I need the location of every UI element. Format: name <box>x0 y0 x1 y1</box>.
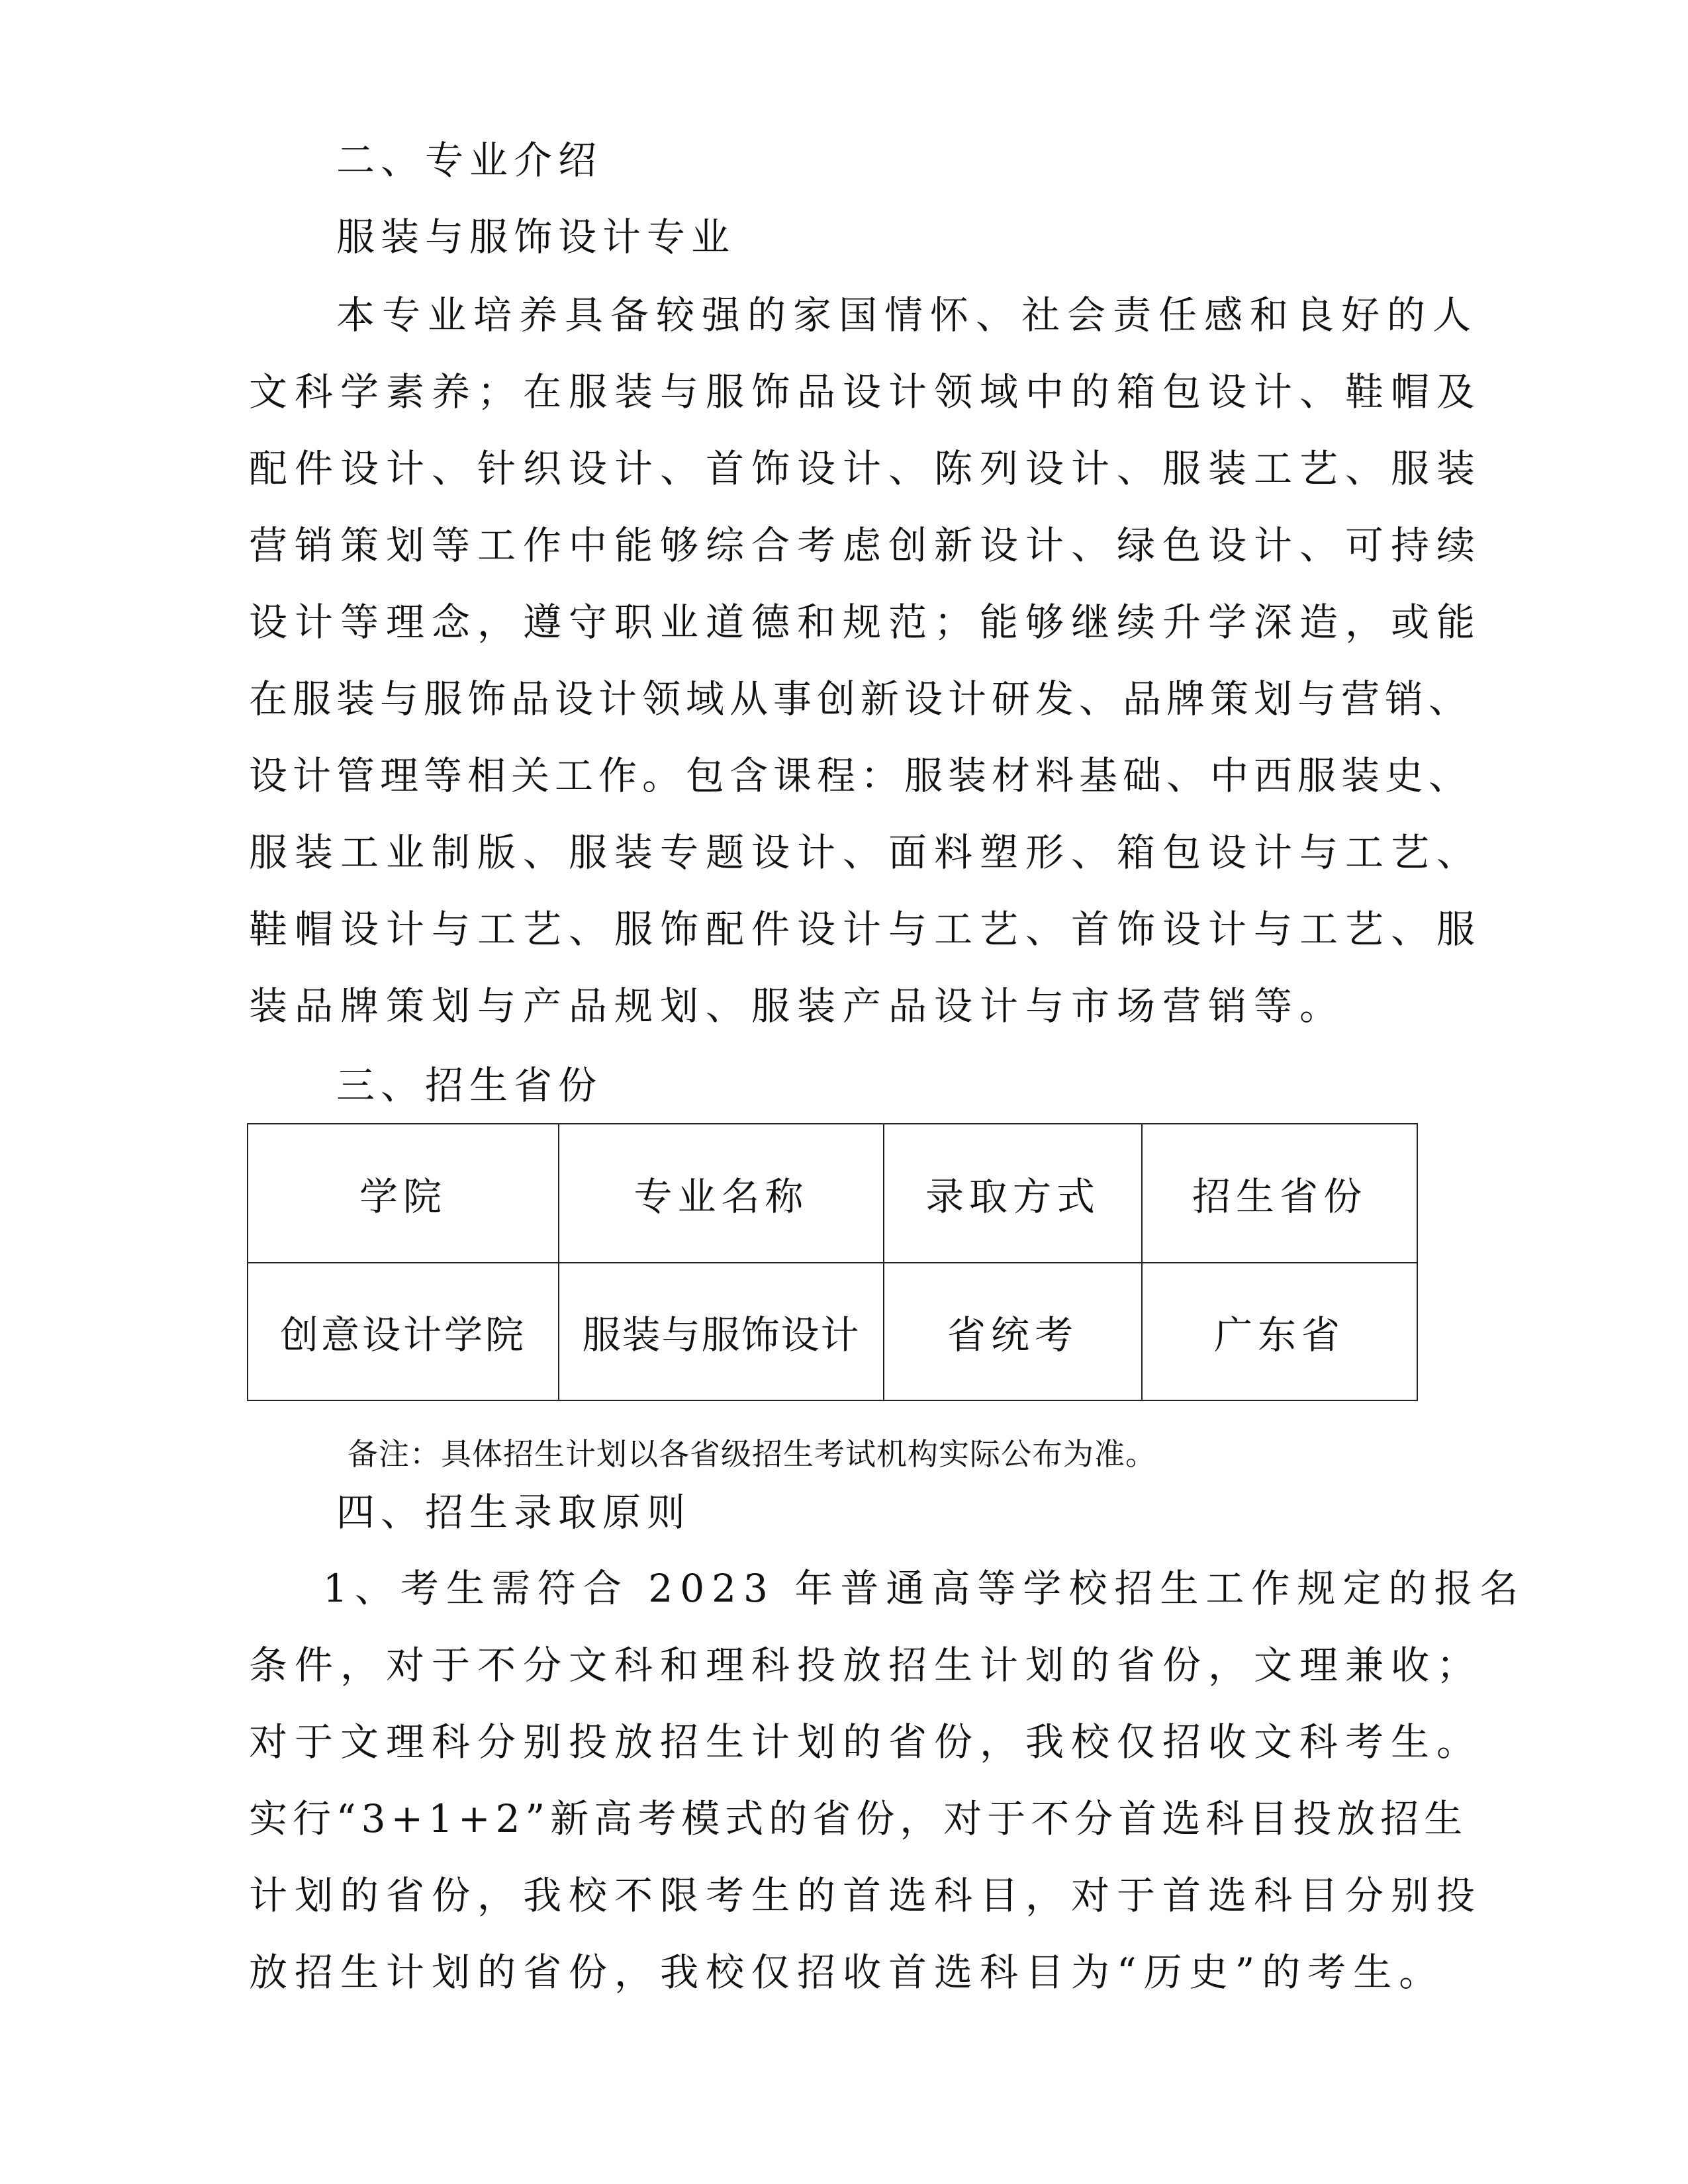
description-line: 文科学素养；在服装与服饰品设计领域中的箱包设计、鞋帽及 <box>249 369 1483 414</box>
description-line: 营销策划等工作中能够综合考虑创新设计、绿色设计、可持续 <box>249 523 1483 568</box>
description-line: 装品牌策划与产品规划、服装产品设计与市场营销等。 <box>249 983 1346 1028</box>
major-name-heading: 服装与服饰设计专业 <box>336 214 736 259</box>
section-heading-admission-principles: 四、招生录取原则 <box>336 1490 692 1535</box>
table-header-province: 招生省份 <box>1142 1124 1417 1263</box>
description-line: 鞋帽设计与工艺、服饰配件设计与工艺、首饰设计与工艺、服 <box>249 907 1483 952</box>
description-line: 配件设计、针织设计、首饰设计、陈列设计、服装工艺、服装 <box>249 446 1483 491</box>
table-row <box>248 1263 1417 1400</box>
table-header-college: 学院 <box>248 1124 559 1263</box>
principle-line: 实行“3+1+2”新高考模式的省份，对于不分首选科目投放招生 <box>249 1796 1468 1841</box>
principle-line: 计划的省份，我校不限考生的首选科目，对于首选科目分别投 <box>249 1873 1483 1918</box>
table-cell-major: 服装与服饰设计 <box>559 1263 884 1400</box>
description-line: 服装工业制版、服装专题设计、面料塑形、箱包设计与工艺、 <box>249 830 1483 875</box>
table-header-row <box>248 1124 1417 1263</box>
table-cell-college: 创意设计学院 <box>248 1263 559 1400</box>
principle-line: 1、考生需符合 2023 年普通高等学校招生工作规定的报名 <box>323 1566 1526 1611</box>
description-line: 在服装与服饰品设计领域从事创新设计研发、品牌策划与营销、 <box>249 676 1473 721</box>
section-heading-major-intro: 二、专业介绍 <box>336 138 603 183</box>
table-cell-province: 广东省 <box>1142 1263 1417 1400</box>
principle-line: 条件，对于不分文科和理科投放招生计划的省份，文理兼收； <box>249 1643 1483 1688</box>
section-heading-provinces: 三、招生省份 <box>336 1063 603 1108</box>
table-cell-admission-method: 省统考 <box>884 1263 1142 1400</box>
principle-line: 对于文理科分别投放招生计划的省份，我校仅招收文科考生。 <box>249 1719 1483 1764</box>
table-header-admission-method: 录取方式 <box>884 1124 1142 1263</box>
principle-line: 放招生计划的省份，我校仅招收首选科目为“历史”的考生。 <box>249 1950 1445 1995</box>
table-note: 备注：具体招生计划以各省级招生考试机构实际公布为准。 <box>348 1436 1156 1472</box>
table-header-major: 专业名称 <box>559 1124 884 1263</box>
description-line: 设计等理念，遵守职业道德和规范；能够继续升学深造，或能 <box>249 600 1483 645</box>
enrollment-table <box>247 1123 1418 1401</box>
description-line: 本专业培养具备较强的家国情怀、社会责任感和良好的人 <box>336 293 1479 338</box>
description-line: 设计管理等相关工作。包含课程：服装材料基础、中西服装史、 <box>249 753 1473 798</box>
